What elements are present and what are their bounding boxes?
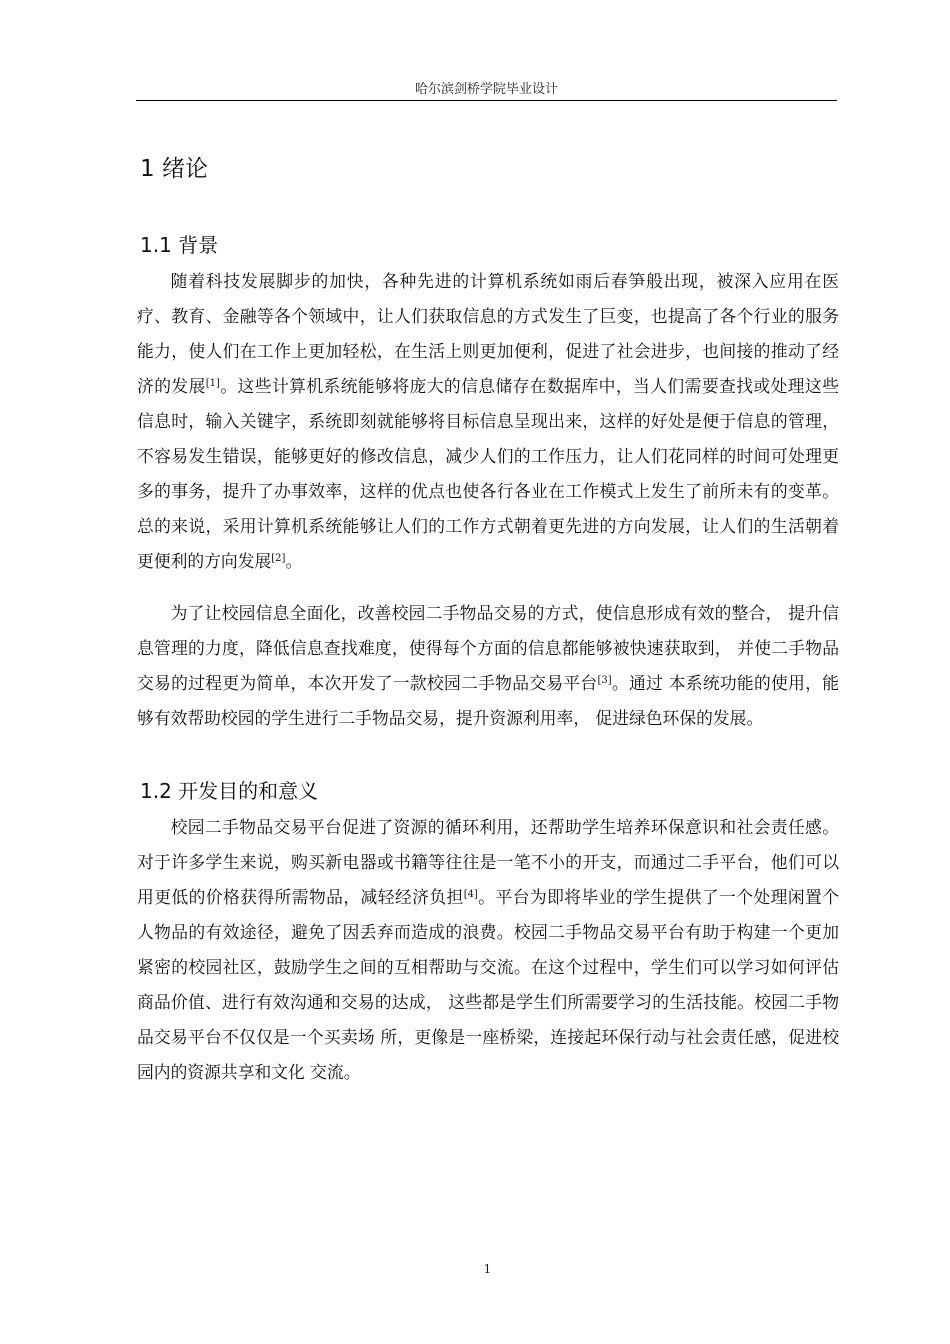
- paragraph-text: 。通过 本系统功能的使用，能够有效帮助校园的学生进行二手物品交易，提升资源利用率， 促进绿色环保的发展。: [137, 673, 839, 728]
- section-heading-background: 1.1 背景: [140, 233, 219, 257]
- paragraph-text: 随着科技发展脚步的加快，各种先进的计算机系统如雨后春笋般出现，被深入应用在医疗、教育、金融等各个领域中，让人们获取信息的方式发生了巨变，也提高了各个行业的服务能力，使人们在工作上更加轻松，在生活上则更加便利，促进了社会进步，也间接的推动了经济的发展: [137, 271, 839, 396]
- paragraph-text: 校园二手物品交易平台促进了资源的循环利用，还帮助学生培养环保意识和社会责任感。对于许多学生来说，购买新电器或书籍等往往是一笔不小的开支，而通过二手平台，他们可以用更低的价格获得所需物品，减轻经济负担: [137, 817, 839, 907]
- citation-ref: [3]: [597, 675, 612, 686]
- paragraph-text: 。平台为即将毕业的学生提供了一个处理闲置个人物品的有效途径，避免了因丢弃而造成的浪费。校园二手物品交易平台有助于构建一个更加紧密的校园社区，鼓励学生之间的互相帮助与交流。在这个过程中，学生们可以学习如何评估商品价值、进行有效沟通和交易的达成， 这些都是学生们所需要学习的生活技能。校园二手物品交易平台不仅仅是一个买卖场 所，更像是一座桥梁，连接起环保行动与社会责任感，促进校园内的资源共享和文化 交流。: [137, 887, 839, 1082]
- paragraph-text: 。这些计算机系统能够将庞大的信息储存在数据库中，当人们需要查找或处理这些信息时，输入关键字，系统即刻就能够将目标信息呈现出来，这样的好处是便于信息的管理，不容易发生错误，能够更好的修改信息，减少人们的工作压力，让人们花同样的时间可处理更多的事务，提升了办事效率，这样的优点也使各行各业在工作模式上发生了前所未有的变革。总的来说，采用计算机系统能够让人们的工作方式朝着更先进的方向发展，让人们的生活朝着更便利的方向发展: [137, 376, 839, 571]
- background-paragraph-1: [137, 264, 839, 579]
- chapter-heading: 1 绪论: [140, 156, 208, 182]
- header-divider: [136, 100, 837, 101]
- paragraph-text: 。: [285, 551, 303, 571]
- page-number: 1: [483, 1262, 492, 1276]
- page-header: 哈尔滨剑桥学院毕业设计: [414, 82, 558, 97]
- section-heading-purpose: 1.2 开发目的和意义: [140, 779, 319, 803]
- background-paragraph-2: [137, 596, 839, 736]
- purpose-paragraph-1: [137, 810, 839, 1090]
- citation-ref: [1]: [205, 378, 220, 389]
- citation-ref: [4]: [463, 889, 478, 900]
- citation-ref: [2]: [271, 553, 286, 564]
- paragraph-text: 为了让校园信息全面化，改善校园二手物品交易的方式，使信息形成有效的整合， 提升信息管理的力度，降低信息查找难度，使得每个方面的信息都能够被快速获取到， 并使二手物品交易的过程更为简单，本次开发了一款校园二手物品交易平台: [137, 603, 839, 693]
